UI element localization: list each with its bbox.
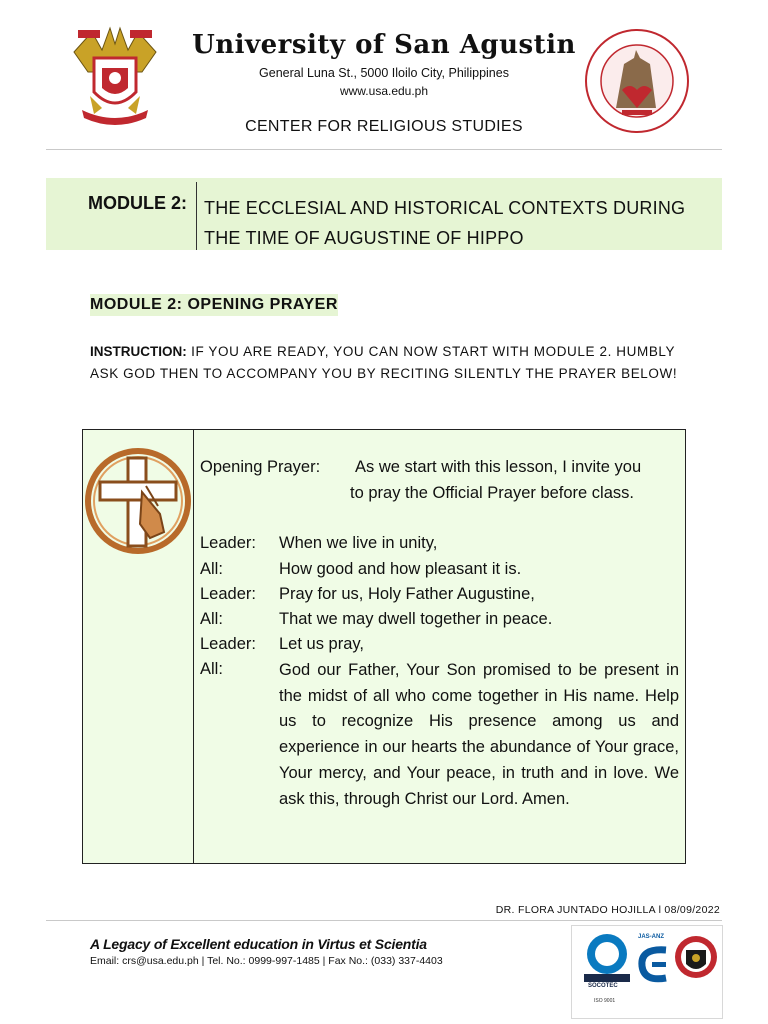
header-divider — [46, 149, 722, 150]
author-signature: DR. FLORA JUNTADO HOJILLA l 08/09/2022 — [495, 904, 720, 916]
university-seal-small-logo — [674, 934, 718, 980]
module-title — [204, 193, 714, 253]
center-name: CENTER FOR RELIGIOUS STUDIES — [245, 118, 523, 135]
opening-prayer-line2: to pray the Official Prayer before class. — [350, 484, 634, 502]
opening-prayer-heading: MODULE 2: OPENING PRAYER — [90, 294, 338, 316]
module-title-line1: THE ECCLESIAL AND HISTORICAL CONTEXTS DURING — [204, 198, 686, 218]
module-title-line2: THE TIME OF AUGUSTINE OF HIPPO — [204, 228, 524, 248]
opening-prayer-line1: As we start with this lesson, I invite you — [355, 458, 642, 476]
religious-studies-seal-logo — [584, 28, 690, 134]
module-label: MODULE 2: — [88, 193, 187, 213]
instruction — [90, 341, 690, 385]
footer-contact: Email: crs@usa.edu.ph | Tel. No.: 0999-997-1485 | Fax No.: (033) 337-4403 — [90, 955, 443, 967]
university-website: www.usa.edu.ph — [339, 84, 429, 98]
instruction-label: INSTRUCTION: — [90, 344, 187, 359]
instruction-line2: ASK GOD THEN TO ACCOMPANY YOU BY RECITING SILENTLY THE PRAYER BELOW! — [90, 366, 678, 381]
socotec-label: SOCOTEC — [588, 983, 618, 989]
university-address: General Luna St., 5000 Iloilo City, Philippines — [259, 66, 509, 80]
praying-hands-cross-icon — [84, 446, 192, 556]
prayer-line: Let us pray, — [279, 635, 364, 653]
module-divider — [196, 182, 197, 250]
prayer-line: How good and how pleasant it is. — [279, 560, 522, 578]
opening-prayer-label: Opening Prayer: — [200, 458, 321, 476]
footer-divider — [46, 920, 722, 921]
prayer-speaker: All: — [200, 560, 223, 578]
prayer-speaker: Leader: — [200, 635, 256, 653]
university-name: University of San Agustin — [192, 30, 576, 60]
instruction-line1: IF YOU ARE READY, YOU CAN NOW START WITH MODULE 2. HUMBLY — [191, 344, 676, 359]
footer-tagline: A Legacy of Excellent education in Virtus et Scientia — [90, 936, 427, 952]
prayer-line: When we live in unity, — [279, 534, 438, 552]
prayer-line: Pray for us, Holy Father Augustine, — [279, 585, 535, 603]
prayer-box-divider — [193, 430, 194, 864]
prayer-speaker: Leader: — [200, 585, 256, 603]
prayer-speaker: Leader: — [200, 534, 256, 552]
iso-label: ISO 9001 — [594, 998, 616, 1004]
closing-prayer-text: God our Father, Your Son promised to be present in the midst of all who come together in His name. Help us to recognize His presence among us and experience in our hearts the abundance of Your grace, Your mercy, and Your peace, in truth and in love. We ask this, through Christ our Lord. Amen. — [279, 661, 679, 808]
prayer-speaker: All: — [200, 660, 223, 678]
jas-anz-logo — [636, 944, 672, 984]
jas-anz-label: JAS-ANZ — [638, 934, 665, 940]
prayer-line: That we may dwell together in peace. — [279, 610, 553, 628]
prayer-speaker: All: — [200, 610, 223, 628]
